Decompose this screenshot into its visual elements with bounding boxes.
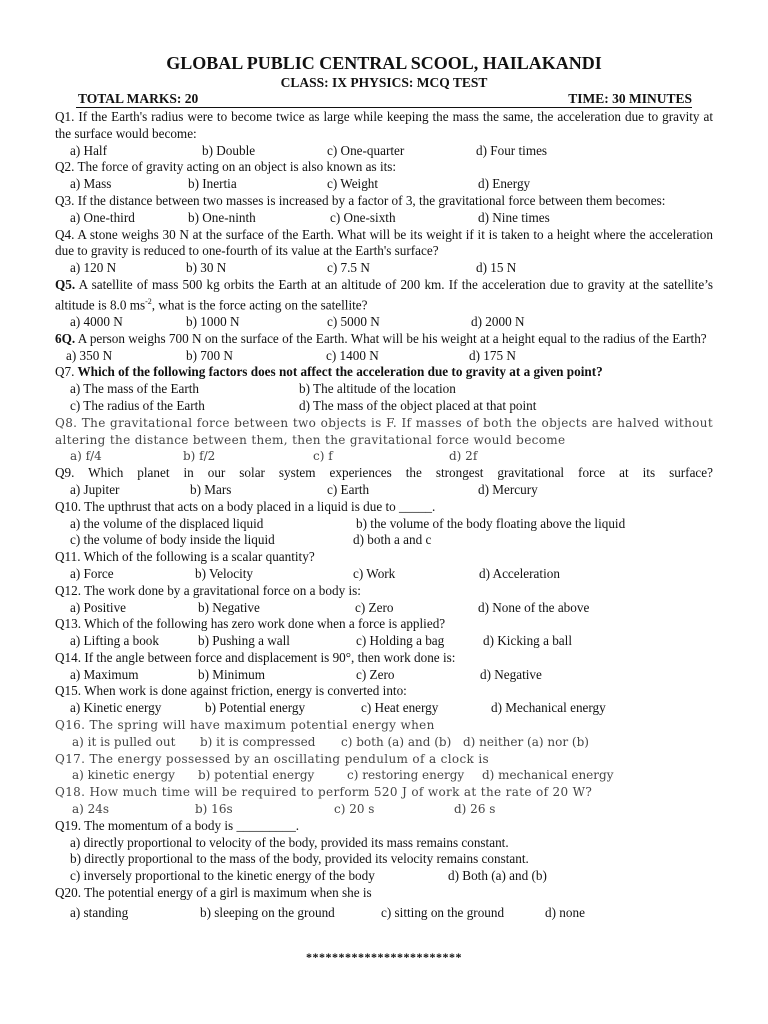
- question-number: Q9.: [55, 465, 75, 481]
- option-c: c) the volume of body inside the liquid: [70, 532, 275, 548]
- option-c: c) inversely proportional to the kinetic energy of the body: [70, 868, 375, 884]
- question-text: Which of the following factors does not affect the acceleration due to gravity at a given point?: [74, 364, 603, 380]
- question-number: Q3.: [55, 192, 75, 208]
- option-c: c) sitting on the ground: [381, 904, 505, 920]
- question-text: If the angle between force and displacement is 90°, then work done is:: [81, 649, 456, 665]
- options-6: [55, 348, 713, 365]
- options-3: [55, 210, 713, 227]
- option-d: d) 15 N: [476, 260, 517, 276]
- option-c: c) The radius of the Earth: [70, 397, 205, 413]
- question-number: Q18.: [55, 785, 86, 800]
- question-19: [55, 818, 713, 835]
- option-a: a) standing: [70, 904, 129, 920]
- option-a: a) 120 N: [70, 260, 117, 276]
- question-10: [55, 499, 713, 516]
- question-text: Which planet in our solar system experiences the strongest gravitational force at its surface?: [74, 465, 713, 481]
- superscript: -2: [145, 296, 152, 306]
- option-a: a) Kinetic energy: [70, 700, 162, 716]
- options-12: [55, 600, 713, 617]
- options-16: [55, 734, 713, 751]
- option-c: c) 5000 N: [327, 313, 380, 329]
- option-d: d) Mercury: [478, 481, 538, 497]
- options-17: [55, 767, 713, 784]
- option-b: b) Pushing a wall: [198, 633, 290, 649]
- question-number: Q13.: [55, 616, 82, 632]
- option-a: a) Maximum: [70, 666, 139, 682]
- options-14: [55, 667, 713, 684]
- option-a: a) Positive: [70, 599, 127, 615]
- option-d: d) None of the above: [478, 599, 590, 615]
- option-a: a) Mass: [70, 176, 112, 192]
- option-a: a) Half: [70, 142, 107, 158]
- option-d: d) both a and c: [353, 532, 432, 548]
- option-c: c) Heat energy: [361, 700, 439, 716]
- option-b: b) One-ninth: [188, 209, 256, 225]
- question-number: Q10.: [55, 498, 82, 514]
- option-c: c) One-quarter: [327, 142, 405, 158]
- question-text: The spring will have maximum potential energy when: [85, 718, 435, 733]
- question-text: The potential energy of a girl is maximum when she is: [81, 885, 372, 901]
- option-b: b) f/2: [183, 449, 216, 464]
- question-3: [55, 193, 713, 210]
- option-d: d) Four times: [476, 142, 548, 158]
- question-text: If the distance between two masses is increased by a factor of 3, the gravitational force between them becomes:: [74, 192, 666, 208]
- option-b: b) 16s: [195, 802, 233, 817]
- option-d: d) 2000 N: [471, 313, 525, 329]
- question-4: [55, 227, 713, 261]
- option-c: c) both (a) and (b): [341, 734, 452, 749]
- options-5: [55, 314, 713, 331]
- option-c: c) Weight: [327, 176, 379, 192]
- question-7: [55, 364, 713, 381]
- question-number: Q2.: [55, 159, 75, 175]
- option-d: d) neither (a) nor (b): [463, 734, 589, 749]
- question-11: [55, 549, 713, 566]
- options-20: [55, 905, 713, 922]
- option-c: c) 20 s: [334, 802, 375, 817]
- option-a: a) f/4: [70, 449, 102, 464]
- option-b: b) directly proportional to the mass of the body, provided its velocity remains constant.: [70, 851, 529, 867]
- question-text: Which of the following has zero work done when a force is applied?: [81, 616, 446, 632]
- footer-stars: ************************: [306, 950, 462, 964]
- question-text: The gravitational force between two objects is F. If masses of both the objects are halved without altering the distance between them, then the gravitational force would become: [55, 415, 713, 447]
- question-text: The force of gravity acting on an object is also known as its:: [74, 159, 397, 175]
- option-d: d) Kicking a ball: [483, 633, 572, 649]
- question-text: The momentum of a body is _________.: [81, 817, 300, 833]
- question-text-end: , what is the force acting on the satellite?: [151, 297, 368, 313]
- question-13: [55, 616, 713, 633]
- question-2: [55, 159, 713, 176]
- options-1: [55, 143, 713, 160]
- option-d: d) Negative: [480, 666, 542, 682]
- option-c: c) restoring energy: [347, 768, 465, 783]
- option-d: d) Nine times: [478, 209, 550, 225]
- option-d: d) Energy: [478, 176, 531, 192]
- question-number: Q14.: [55, 649, 82, 665]
- option-b: b) Double: [202, 142, 256, 158]
- options-7b: [55, 398, 713, 415]
- options-8: [55, 448, 713, 465]
- question-number: Q12.: [55, 582, 82, 598]
- question-text: How much time will be required to perform 520 J of work at the rate of 20 W?: [85, 785, 593, 800]
- question-text: A stone weighs 30 N at the surface of the Earth. What will be its weight if it is taken to a height where the acceleration due to gravity is reduced to one-fourth of its value at the Earth's surface?: [55, 226, 713, 259]
- question-5: [55, 277, 713, 314]
- option-a: a) The mass of the Earth: [70, 381, 200, 397]
- option-c: c) Zero: [355, 599, 394, 615]
- question-number: Q5.: [55, 276, 76, 292]
- options-10a: [55, 516, 713, 533]
- option-b: b) Mars: [190, 481, 232, 497]
- question-number: Q19.: [55, 817, 82, 833]
- question-list: [55, 109, 713, 922]
- question-number: Q17.: [55, 751, 86, 766]
- option-b: b) Negative: [198, 599, 260, 615]
- option-d: d) none: [545, 904, 585, 920]
- option-d: d) Acceleration: [479, 565, 560, 581]
- option-a: a) 24s: [72, 802, 110, 817]
- question-number: Q16.: [55, 718, 86, 733]
- option-b: b) 700 N: [186, 347, 233, 363]
- question-8: [55, 415, 713, 449]
- option-c: c) 1400 N: [326, 347, 379, 363]
- option-c: c) Zero: [356, 666, 395, 682]
- options-7a: [55, 381, 713, 398]
- options-10b: [55, 532, 713, 549]
- option-b: b) the volume of the body floating above the liquid: [356, 515, 626, 531]
- option-b: b) Velocity: [195, 565, 253, 581]
- question-12: [55, 583, 713, 600]
- option-d: d) 26 s: [454, 802, 496, 817]
- question-text: The work done by a gravitational force on a body is:: [81, 582, 361, 598]
- option-c: c) Earth: [327, 481, 370, 497]
- question-18: [55, 784, 713, 801]
- question-1: [55, 109, 713, 143]
- option-d: d) The mass of the object placed at that point: [299, 397, 537, 413]
- option-b: b) Minimum: [198, 666, 266, 682]
- option-a: a) One-third: [70, 209, 135, 225]
- option-a: a) Force: [70, 565, 114, 581]
- option-d: d) Mechanical energy: [491, 700, 606, 716]
- option-c: c) f: [313, 449, 333, 464]
- option-c: c) 7.5 N: [327, 260, 370, 276]
- option-c: c) One-sixth: [330, 209, 396, 225]
- option-a: a) Lifting a book: [70, 633, 159, 649]
- options-2: [55, 176, 713, 193]
- option-a: a) 350 N: [66, 347, 113, 363]
- question-number: Q15.: [55, 683, 82, 699]
- options-11: [55, 566, 713, 583]
- question-text: A person weighs 700 N on the surface of the Earth. What will be his weight at a height equal to the radius of the Earth?: [75, 330, 707, 346]
- option-d: d) mechanical energy: [482, 768, 614, 783]
- option-a: a) kinetic energy: [72, 768, 175, 783]
- school-name: GLOBAL PUBLIC CENTRAL SCOOL, HAILAKANDI: [166, 53, 602, 73]
- class-subject-line: CLASS: IX PHYSICS: MCQ TEST: [280, 75, 488, 90]
- option-b: b) The altitude of the location: [299, 381, 456, 397]
- question-number: Q7.: [55, 364, 75, 380]
- question-number: Q8.: [55, 415, 78, 430]
- option-d: d) Both (a) and (b): [448, 868, 547, 884]
- question-14: [55, 650, 713, 667]
- option-c: c) Holding a bag: [356, 633, 445, 649]
- option-b: b) potential energy: [198, 768, 315, 783]
- question-text: A satellite of mass 500 kg orbits the Earth at an altitude of 200 km. If the acceleration due to gravity at the satellite’s altitude is 8.0 ms: [55, 276, 713, 313]
- option-a: a) it is pulled out: [72, 734, 176, 749]
- option-d: d) 175 N: [469, 347, 516, 363]
- question-9: [55, 465, 713, 482]
- question-number: Q1.: [55, 109, 75, 124]
- options-9: [55, 482, 713, 499]
- option-a: a) 4000 N: [70, 313, 123, 329]
- question-text: Which of the following is a scalar quantity?: [80, 549, 315, 565]
- question-text: If the Earth's radius were to become twice as large while keeping the mass the same, the acceleration due to gravity at the surface would become:: [55, 109, 713, 141]
- option-a: a) directly proportional to velocity of the body, provided its mass remains constant.: [70, 834, 509, 850]
- question-text: When work is done against friction, energy is converted into:: [81, 683, 407, 699]
- option-a: a) the volume of the displaced liquid: [70, 515, 264, 531]
- question-17: [55, 751, 713, 768]
- option-b: b) Potential energy: [205, 700, 306, 716]
- question-number: Q20.: [55, 885, 82, 901]
- options-18: [55, 801, 713, 818]
- time-limit: TIME: 30 MINUTES: [568, 91, 692, 106]
- question-text: The energy possessed by an oscillating pendulum of a clock is: [85, 751, 490, 766]
- options-4: [55, 260, 713, 277]
- option-b: b) 1000 N: [186, 313, 240, 329]
- option-c: c) Work: [353, 565, 396, 581]
- options-15: [55, 700, 713, 717]
- question-number: Q11.: [55, 549, 81, 565]
- option-b: b) 30 N: [186, 260, 227, 276]
- question-16: [55, 717, 713, 734]
- options-19c: [55, 868, 713, 885]
- option-d: d) 2f: [449, 449, 478, 464]
- option-b: b) it is compressed: [200, 734, 316, 749]
- options-13: [55, 633, 713, 650]
- question-number: Q4.: [55, 226, 75, 242]
- question-text: The upthrust that acts on a body placed in a liquid is due to _____.: [81, 498, 436, 514]
- marks-time-row: [76, 91, 692, 108]
- question-20: [55, 885, 713, 902]
- question-6: [55, 331, 713, 348]
- option-b: b) sleeping on the ground: [200, 904, 335, 920]
- option-b: b) Inertia: [188, 176, 237, 192]
- option-a: a) Jupiter: [70, 481, 120, 497]
- total-marks: TOTAL MARKS: 20: [78, 91, 199, 106]
- question-15: [55, 683, 713, 700]
- question-number: 6Q.: [55, 330, 76, 346]
